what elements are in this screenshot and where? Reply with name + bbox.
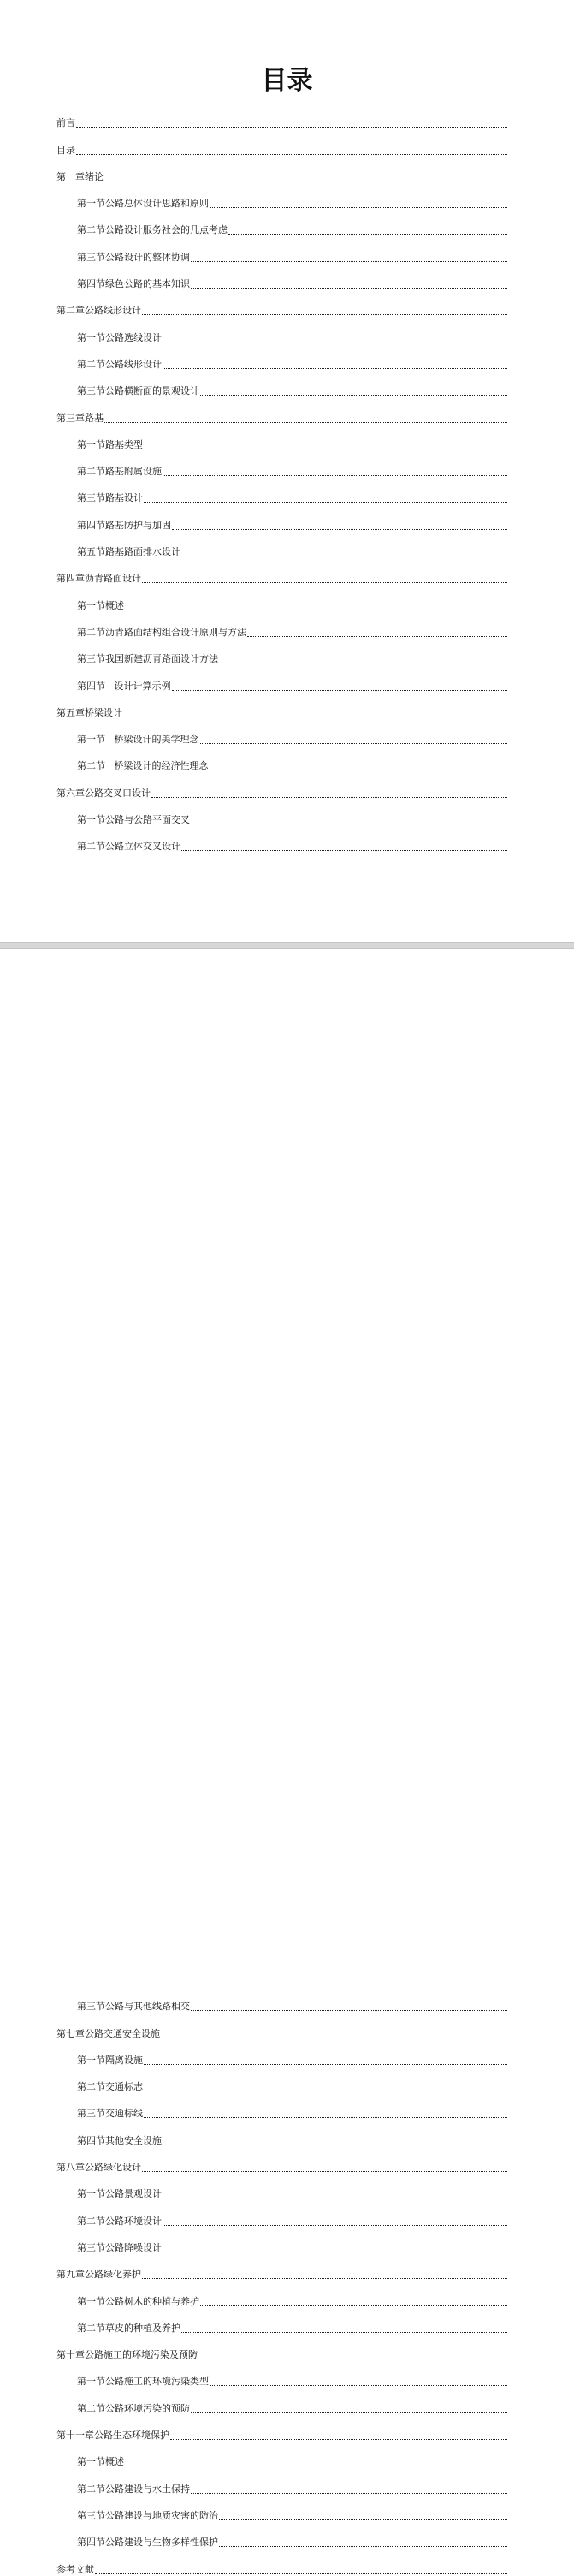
toc-chapter-entry[interactable] [56,2415,507,2442]
toc-entry-label: 目录 [56,144,75,156]
toc-entry-label: 第一节公路树木的种植与养护 [77,2295,199,2307]
toc-entry-label: 第一章绪论 [56,170,104,182]
toc-section-entry[interactable] [56,585,507,611]
toc-dot-leader [163,2251,507,2252]
toc-dot-leader [142,581,507,583]
toc-chapter-entry[interactable] [56,2335,507,2361]
toc-dot-leader [228,233,507,235]
toc-dot-leader [163,2197,507,2198]
toc-dot-leader [172,689,508,691]
toc-entry-label: 第五章桥梁设计 [56,706,122,718]
toc-entry-label: 第五节路基路面排水设计 [77,546,180,558]
toc-dot-leader [170,2438,507,2440]
toc-entry-label: 第一节公路与公路平面交叉 [77,814,190,826]
toc-chapter-entry[interactable] [56,2147,507,2174]
toc-entry-label: 第三节公路与其他线路相交 [77,2001,190,2013]
page-separator [0,942,574,949]
toc-section-entry[interactable] [56,2067,507,2093]
toc-section-entry[interactable] [56,2281,507,2307]
toc-dot-leader [200,742,508,744]
toc-entry-label: 第二节公路环境污染的预防 [77,2402,190,2414]
toc-dot-leader [125,609,507,610]
toc-chapter-entry[interactable] [56,693,507,719]
document-page-1 [0,0,574,942]
toc-entry-label: 第二节路基附属设施 [77,466,162,478]
toc-section-entry[interactable] [56,2308,507,2335]
toc-section-entry[interactable] [56,317,507,343]
table-of-contents-page-2 [56,1986,507,2576]
toc-entry-label: 第六章公路交叉口设计 [56,787,151,799]
toc-chapter-entry[interactable] [56,290,507,317]
toc-entry-label: 前言 [56,117,75,129]
toc-section-entry[interactable] [56,504,507,531]
toc-section-entry[interactable] [56,826,507,853]
toc-entry-label: 第二节公路立体交叉设计 [77,841,180,853]
toc-dot-leader [144,501,507,503]
toc-section-entry[interactable] [56,1986,507,2013]
toc-chapter-entry[interactable] [56,558,507,585]
toc-section-entry[interactable] [56,2040,507,2067]
toc-dot-leader [123,716,507,717]
toc-dot-leader [144,448,507,449]
toc-dot-leader [191,2009,507,2011]
toc-dot-leader [76,153,507,155]
toc-entry-label: 第四节公路建设与生物多样性保护 [77,2537,218,2549]
toc-dot-leader [151,796,507,798]
toc-section-entry[interactable] [56,425,507,451]
toc-entry-label: 第一节概述 [77,2456,124,2468]
toc-section-entry[interactable] [56,451,507,478]
toc-dot-leader [219,2519,507,2520]
toc-entry-label: 第二节公路设计服务社会的几点考虑 [77,224,228,236]
toc-entry-label: 第二节 桥梁设计的经济性理念 [77,760,209,772]
toc-entry-label: 第三节公路设计的整体协调 [77,251,190,263]
toc-chapter-entry[interactable] [56,772,507,799]
toc-chapter-entry[interactable] [56,129,507,156]
toc-entry-label: 第十一章公路生态环境保护 [56,2430,169,2442]
toc-entry-label: 第十章公路施工的环境污染及预防 [56,2349,198,2361]
toc-section-entry[interactable] [56,746,507,772]
toc-entry-label: 第二节公路线形设计 [77,358,162,370]
toc-section-entry[interactable] [56,639,507,665]
toc-section-entry[interactable] [56,665,507,692]
toc-dot-leader [142,313,507,315]
toc-section-entry[interactable] [56,236,507,263]
toc-section-entry[interactable] [56,210,507,236]
toc-dot-leader [163,2224,507,2226]
toc-dot-leader [210,769,508,770]
toc-section-entry[interactable] [56,371,507,397]
toc-dot-leader [247,635,507,637]
toc-entry-label: 第一节公路施工的环境污染类型 [77,2376,209,2388]
toc-dot-leader [163,474,507,476]
toc-entry-label: 第四节其他安全设施 [77,2134,162,2146]
toc-dot-leader [181,849,507,851]
toc-dot-leader [163,2144,507,2145]
toc-section-entry[interactable] [56,2093,507,2120]
toc-dot-leader [210,2384,507,2386]
toc-dot-leader [161,2037,507,2038]
toc-dot-leader [142,2170,507,2172]
toc-entry-label: 第三章路基 [56,412,104,424]
toc-dot-leader [191,2412,507,2413]
toc-section-entry[interactable] [56,2174,507,2200]
toc-entry-label: 第三节公路建设与地质灾害的防治 [77,2509,218,2521]
toc-entry-label: 参考文献 [56,2563,94,2575]
toc-dot-leader [125,2465,507,2466]
toc-dot-leader [144,2090,507,2091]
document-page-2 [0,949,574,2575]
toc-section-entry[interactable] [56,532,507,558]
document-title: 目录 [261,66,313,96]
toc-section-entry[interactable] [56,2468,507,2495]
toc-dot-leader [198,2358,507,2359]
toc-dot-leader [191,823,507,824]
toc-chapter-entry[interactable] [56,2013,507,2039]
toc-chapter-entry[interactable] [56,2254,507,2281]
toc-dot-leader [104,180,507,181]
toc-section-entry[interactable] [56,2200,507,2227]
toc-dot-leader [200,2305,507,2306]
toc-dot-leader [181,555,507,556]
toc-dot-leader [144,2063,507,2065]
toc-section-entry[interactable] [56,2361,507,2388]
toc-section-entry[interactable] [56,719,507,746]
toc-entry-label: 第四节绿色公路的基本知识 [77,278,190,290]
toc-section-entry[interactable] [56,478,507,504]
toc-entry-label: 第七章公路交通安全设施 [56,2027,160,2039]
toc-dot-leader [104,421,507,423]
toc-section-entry[interactable] [56,2228,507,2254]
toc-dot-leader [95,2573,507,2574]
toc-dot-leader [181,2331,507,2333]
toc-entry-label: 第一节隔离设施 [77,2054,143,2066]
toc-dot-leader [172,528,507,530]
toc-section-entry[interactable] [56,2496,507,2522]
toc-entry-label: 第一节公路景观设计 [77,2188,162,2200]
toc-entry-label: 第三节路基设计 [77,492,143,504]
toc-dot-leader [191,2492,507,2494]
toc-section-entry[interactable] [56,264,507,290]
toc-dot-leader [200,394,507,396]
toc-entry-label: 第二章公路线形设计 [56,305,141,317]
toc-entry-label: 第二节草皮的种植及养护 [77,2322,180,2334]
toc-dot-leader [142,2277,507,2279]
toc-entry-label: 第一节 桥梁设计的美学理念 [77,734,199,746]
toc-dot-leader [144,2116,507,2118]
toc-entry-label: 第九章公路绿化养护 [56,2269,141,2281]
toc-entry-label: 第八章公路绿化设计 [56,2162,141,2174]
toc-dot-leader [191,287,507,289]
toc-chapter-entry[interactable] [56,157,507,183]
toc-dot-leader [210,206,507,208]
toc-section-entry[interactable] [56,2388,507,2414]
toc-entry-label: 第四节 设计计算示例 [77,680,171,692]
toc-entry-label: 第四节路基防护与加固 [77,519,171,531]
toc-entry-label: 第一节公路总体设计思路和原则 [77,198,209,210]
toc-entry-label: 第四章沥青路面设计 [56,573,141,585]
toc-dot-leader [191,260,507,262]
table-of-contents-page-1 [56,103,507,853]
toc-entry-label: 第一节路基类型 [77,438,143,450]
toc-dot-leader [219,2545,507,2547]
toc-section-entry[interactable] [56,344,507,371]
toc-entry-label: 第一节概述 [77,599,124,611]
toc-section-entry[interactable] [56,2442,507,2468]
toc-entry-label: 第三节交通标线 [77,2108,143,2120]
toc-entry-label: 第二节沥青路面结构组合设计原则与方法 [77,626,246,638]
toc-chapter-entry[interactable] [56,103,507,129]
toc-chapter-entry[interactable] [56,397,507,424]
toc-entry-label: 第三节公路横断面的景观设计 [77,385,199,397]
toc-entry-label: 第二节交通标志 [77,2081,143,2093]
toc-dot-leader [163,367,507,369]
toc-section-entry[interactable] [56,183,507,210]
toc-section-entry[interactable] [56,2522,507,2549]
toc-dot-leader [163,341,507,342]
toc-dot-leader [219,662,507,663]
toc-entry-label: 第二节公路环境设计 [77,2215,162,2227]
toc-entry-label: 第三节我国新建沥青路面设计方法 [77,653,218,665]
toc-entry-label: 第一节公路选线设计 [77,331,162,343]
toc-section-entry[interactable] [56,2120,507,2146]
toc-entry-label: 第三节公路降噪设计 [77,2241,162,2253]
toc-chapter-entry[interactable] [56,2549,507,2575]
toc-dot-leader [76,126,507,128]
toc-entry-label: 第二节公路建设与水土保持 [77,2483,190,2495]
toc-section-entry[interactable] [56,612,507,639]
toc-section-entry[interactable] [56,800,507,826]
